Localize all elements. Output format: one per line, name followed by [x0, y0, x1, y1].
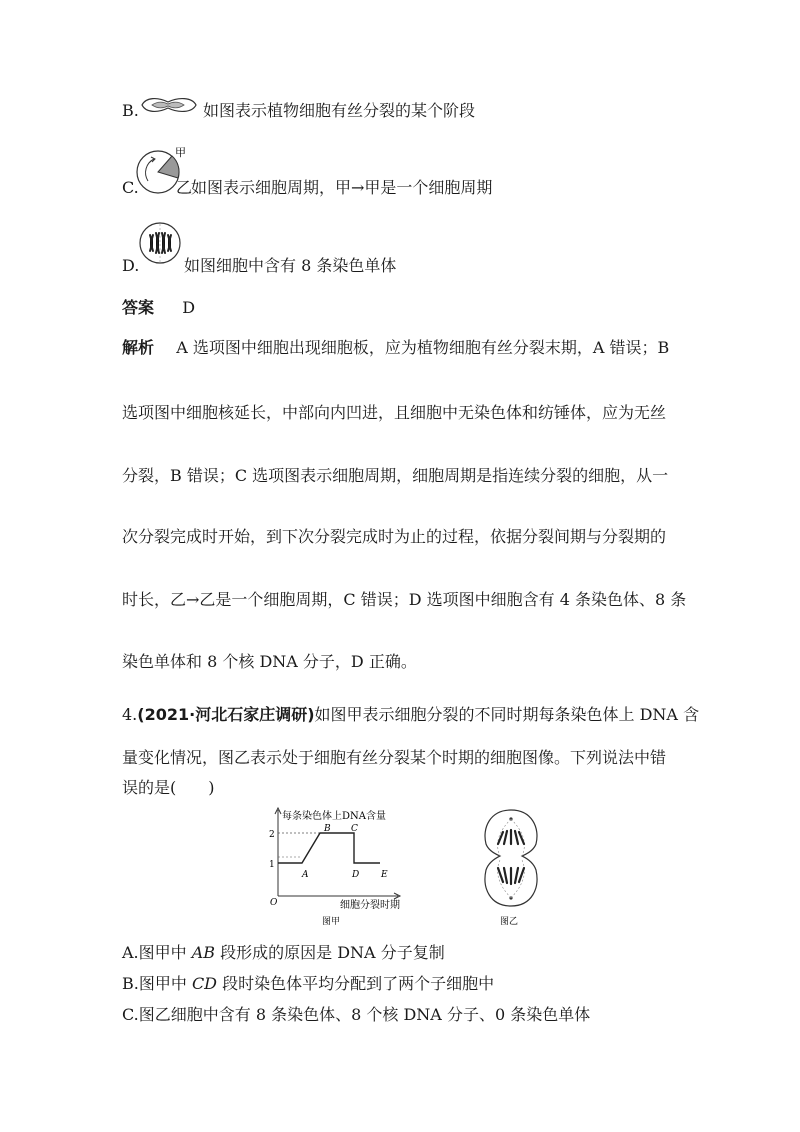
option-d-label: D. — [122, 256, 140, 275]
analysis-line-2: 选项图中细胞核延长，中部向内凹进，且细胞中无染色体和纺锤体，应为无丝 — [122, 403, 667, 422]
figure-jia-ylabel: 每条染色体上DNA含量 — [282, 811, 386, 822]
option-c-label: C. — [122, 178, 139, 197]
question-4-line-2: 量变化情况，图乙表示处于细胞有丝分裂某个时期的细胞图像。下列说法中错 — [122, 748, 667, 767]
nucleus-elongating-figure — [136, 94, 200, 116]
figure-jia-point-c: C — [351, 824, 358, 834]
option-d-text: 如图细胞中含有 8 条染色单体 — [184, 256, 397, 275]
answer-value: D — [182, 298, 196, 317]
analysis-line-1: 解析 A 选项图中细胞出现细胞板，应为植物细胞有丝分裂末期，A 错误；B — [122, 338, 670, 357]
question-4-number: 4. — [122, 705, 138, 724]
answer-label: 答案 — [122, 298, 155, 317]
figure-jia-ytick-1: 1 — [269, 860, 275, 870]
figure-jia-origin: O — [270, 898, 278, 908]
figure-jia-graph — [262, 806, 422, 930]
analysis-line-3: 分裂，B 错误；C 选项图表示细胞周期，细胞周期是指连续分裂的细胞，从一 — [122, 466, 669, 485]
figure-yi-caption: 图乙 — [500, 917, 519, 927]
figure-jia-point-b: B — [324, 824, 331, 834]
choice-a: A.图甲中 AB 段形成的原因是 DNA 分子复制 — [122, 943, 445, 962]
analysis-label: 解析 — [122, 338, 155, 357]
figure-jia-caption: 图甲 — [322, 917, 341, 927]
option-c-text: 如图表示细胞周期，甲→甲是一个细胞周期 — [191, 178, 493, 197]
option-c-yi-label: 乙 — [176, 178, 193, 197]
choice-c: C.图乙细胞中含有 8 条染色体、8 个核 DNA 分子、0 条染色单体 — [122, 1005, 591, 1024]
question-4-line-3: 误的是( ) — [122, 778, 215, 797]
figure-yi-cell — [476, 806, 546, 930]
figure-jia-point-a: A — [302, 870, 309, 880]
option-b-label: B. — [122, 101, 139, 120]
answer-row — [122, 298, 195, 318]
choice-b: B.图甲中 CD 段时染色体平均分配到了两个子细胞中 — [122, 974, 495, 993]
option-b-text: 如图表示植物细胞有丝分裂的某个阶段 — [203, 101, 476, 120]
figure-jia-point-d: D — [352, 870, 360, 880]
question-4-line-1: 4.(2021·河北石家庄调研)如图甲表示细胞分裂的不同时期每条染色体上 DNA 含 — [122, 705, 700, 724]
analysis-line-4: 次分裂完成时开始，到下次分裂完成时为止的过程，依据分裂间期与分裂期的 — [122, 527, 667, 546]
cell-chromosome-figure — [138, 219, 182, 267]
question-4-source: (2021·河北石家庄调研) — [137, 705, 315, 724]
analysis-line-6: 染色单体和 8 个核 DNA 分子，D 正确。 — [122, 652, 417, 671]
analysis-line-5: 时长，乙→乙是一个细胞周期，C 错误；D 选项图中细胞含有 4 条染色体、8 条 — [122, 590, 687, 609]
cell-cycle-jia-label: 甲 — [175, 147, 186, 159]
figure-jia-point-e: E — [381, 870, 388, 880]
figure-jia-xlabel: 细胞分裂时期 — [340, 900, 400, 911]
figure-jia-ytick-2: 2 — [269, 830, 275, 840]
